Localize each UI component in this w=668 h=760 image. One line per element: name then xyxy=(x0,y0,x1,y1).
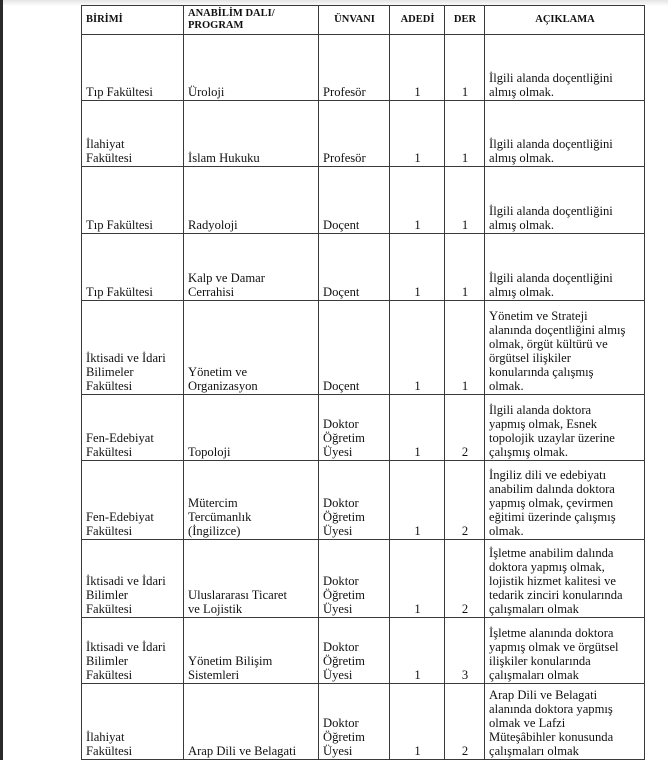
header-row xyxy=(82,6,645,35)
cell-aciklama: İlgili alanda doçentliğini almış olmak. xyxy=(485,35,645,101)
cell-der: 1 xyxy=(445,167,485,234)
table-row xyxy=(82,101,645,167)
cell-der: 1 xyxy=(445,301,485,395)
cell-birimi: İlahiyat Fakültesi xyxy=(82,101,184,167)
cell-anabilim-dali: Topoloji xyxy=(184,395,319,461)
cell-birimi: Fen-Edebiyat Fakültesi xyxy=(82,461,184,540)
cell-adedi: 1 xyxy=(390,540,445,618)
header-anabilim-dali: ANABİLİM DALI/ PROGRAM xyxy=(184,6,319,35)
cell-adedi: 1 xyxy=(390,461,445,540)
cell-der: 2 xyxy=(445,395,485,461)
cell-aciklama: Arap Dili ve Belagati alanında doktora yapmış olmak ve Lafzi Müteşâbihler konusunda çalışmaları olmak xyxy=(485,684,645,760)
cell-der: 3 xyxy=(445,618,485,684)
cell-aciklama: İlgili alanda doktora yapmış olmak, Esnek topolojik uzaylar üzerine çalışmış olmak. xyxy=(485,395,645,461)
cell-adedi: 1 xyxy=(390,395,445,461)
table-body xyxy=(82,35,645,760)
cell-adedi: 1 xyxy=(390,35,445,101)
cell-aciklama: Yönetim ve Strateji alanında doçentliğini almış olmak, örgüt kültürü ve örgütsel ilişkiler konularında çalışmış olmak. xyxy=(485,301,645,395)
cell-der: 2 xyxy=(445,461,485,540)
table-row xyxy=(82,461,645,540)
cell-aciklama: İşletme anabilim dalında doktora yapmış olmak, lojistik hizmet kalitesi ve tedarik zinciri konularında çalışmaları olmak xyxy=(485,540,645,618)
cell-der: 1 xyxy=(445,35,485,101)
cell-anabilim-dali: Uluslararası Ticaret ve Lojistik xyxy=(184,540,319,618)
cell-birimi: İktisadi ve İdari Bilimeler Fakültesi xyxy=(82,301,184,395)
cell-unvani: Profesör xyxy=(319,35,390,101)
table-row xyxy=(82,618,645,684)
cell-unvani: Doktor Öğretim Üyesi xyxy=(319,618,390,684)
cell-birimi: Tıp Fakültesi xyxy=(82,167,184,234)
cell-anabilim-dali: Yönetim Bilişim Sistemleri xyxy=(184,618,319,684)
cell-aciklama: İlgili alanda doçentliğini almış olmak. xyxy=(485,101,645,167)
header-unvani: ÜNVANI xyxy=(319,6,390,35)
cell-der: 1 xyxy=(445,234,485,301)
positions-table xyxy=(81,5,645,760)
cell-anabilim-dali: İslam Hukuku xyxy=(184,101,319,167)
header-aciklama: AÇIKLAMA xyxy=(485,6,645,35)
cell-adedi: 1 xyxy=(390,101,445,167)
cell-unvani: Doktor Öğretim Üyesi xyxy=(319,684,390,760)
header-der: DER xyxy=(445,6,485,35)
cell-birimi: İktisadi ve İdari Bilimler Fakültesi xyxy=(82,540,184,618)
cell-unvani: Doktor Öğretim Üyesi xyxy=(319,395,390,461)
table-row xyxy=(82,301,645,395)
table-row xyxy=(82,234,645,301)
cell-unvani: Profesör xyxy=(319,101,390,167)
table-header xyxy=(82,6,645,35)
cell-anabilim-dali: Mütercim Tercümanlık (İngilizce) xyxy=(184,461,319,540)
table-row xyxy=(82,167,645,234)
cell-aciklama: İlgili alanda doçentliğini almış olmak. xyxy=(485,167,645,234)
table-row xyxy=(82,540,645,618)
cell-aciklama: İngiliz dili ve edebiyatı anabilim dalında doktora yapmış olmak, çevirmen eğitimi üzerinde çalışmış olmak. xyxy=(485,461,645,540)
cell-anabilim-dali: Üroloji xyxy=(184,35,319,101)
cell-unvani: Doçent xyxy=(319,234,390,301)
header-adedi: ADEDİ xyxy=(390,6,445,35)
table-row xyxy=(82,684,645,760)
cell-unvani: Doktor Öğretim Üyesi xyxy=(319,461,390,540)
cell-aciklama: İşletme alanında doktora yapmış olmak ve örgütsel ilişkiler konularında çalışmaları olmak xyxy=(485,618,645,684)
cell-der: 1 xyxy=(445,101,485,167)
viewer-left-edge xyxy=(0,0,3,760)
cell-adedi: 1 xyxy=(390,234,445,301)
cell-adedi: 1 xyxy=(390,618,445,684)
cell-birimi: Tıp Fakültesi xyxy=(82,35,184,101)
cell-anabilim-dali: Radyoloji xyxy=(184,167,319,234)
cell-der: 2 xyxy=(445,684,485,760)
cell-aciklama: İlgili alanda doçentliğini almış olmak. xyxy=(485,234,645,301)
table-row xyxy=(82,395,645,461)
cell-birimi: Fen-Edebiyat Fakültesi xyxy=(82,395,184,461)
cell-anabilim-dali: Yönetim ve Organizasyon xyxy=(184,301,319,395)
header-birimi: BİRİMİ xyxy=(82,6,184,35)
cell-anabilim-dali: Arap Dili ve Belagati xyxy=(184,684,319,760)
cell-adedi: 1 xyxy=(390,301,445,395)
table-row xyxy=(82,35,645,101)
cell-der: 2 xyxy=(445,540,485,618)
cell-unvani: Doktor Öğretim Üyesi xyxy=(319,540,390,618)
cell-adedi: 1 xyxy=(390,684,445,760)
cell-unvani: Doçent xyxy=(319,167,390,234)
cell-birimi: İlahiyat Fakültesi xyxy=(82,684,184,760)
cell-birimi: Tıp Fakültesi xyxy=(82,234,184,301)
cell-birimi: İktisadi ve İdari Bilimler Fakültesi xyxy=(82,618,184,684)
cell-anabilim-dali: Kalp ve Damar Cerrahisi xyxy=(184,234,319,301)
cell-adedi: 1 xyxy=(390,167,445,234)
cell-unvani: Doçent xyxy=(319,301,390,395)
